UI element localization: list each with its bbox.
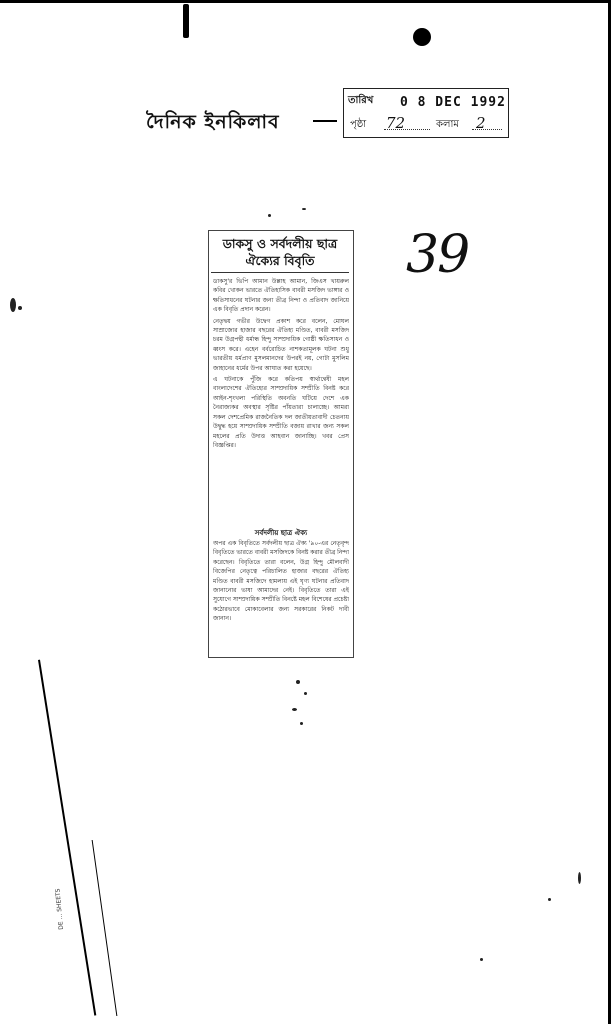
clipping-paragraph: ডাকসু'র ভিপি আমান উল্লাহ আমান, জিএস খায়রুল কবির খোকন ভারতে ঐতিহাসিক বাবরী মসজিদ ভাঙ্গার ও ক্ষতিসাধনের ঘটনার জন্য তীব্র নিন্দা ও প্রতিবাদ জানিয়ে এক বিবৃতি প্রদান করেন। <box>213 278 349 314</box>
stamp-page-number: 72 <box>386 114 406 132</box>
newspaper-clipping <box>208 230 354 658</box>
clipping-body <box>213 277 349 525</box>
stamp-dotted-line <box>384 129 430 130</box>
scan-speck <box>18 306 22 310</box>
scan-speck <box>480 958 483 961</box>
corner-label: DE ... SHEETS <box>54 888 65 930</box>
scan-speck <box>268 214 271 217</box>
clipping-subheading: সর্বদলীয় ছাত্র ঐক্য <box>254 529 308 537</box>
stamp-column-label: কলাম <box>436 119 459 130</box>
clipping-paragraph: এ ঘটনাকে পুঁজি করে কতিপয় স্বার্থান্বেষী মহল বাংলাদেশের ঐতিহ্যের সাম্প্রদায়িক সম্প্রীতি বিনষ্ট করে আইন-শৃংখলা পরিস্থিতি অবনতি ঘটিয়ে দেশে এক নৈরাজ্যকর অবস্থার সৃষ্টির পাঁয়তারা চালাচ্ছে। আমরা সকল দেশপ্রেমিক রাজনৈতিক দল জাতীয়তাবাদী চেতনায় উদ্বুদ্ধ হয়ে সাম্প্রদায়িক সম্প্রীতি বজায় রাখার জন্য সকল মহলের প্রতি উদাত্ত আহবান জানাচ্ছি। খবর প্রেস বিজ্ঞপ্তির। <box>213 376 349 449</box>
dash-separator <box>313 120 337 122</box>
stamp-date: 0 8 DEC 1992 <box>400 95 506 110</box>
clipping-paragraph: অপর এক বিবৃতিতে সর্বদলীয় ছাত্র ঐক্য '৯০-এর নেতৃবৃন্দ বিবৃতিতে ভারতে বাবরী মসজিদকে বিনষ্ট করার তীব্র নিন্দা করেছেন। বিবৃতিতে তারা বলেন, উগ্র হিন্দু মৌলবাদী বিজেপির নেতৃত্বে পরিচালিত হাজার বছরের ঐতিহ্য মণ্ডিত বাবরী মসজিদে হামলায় এই ঘৃণ্য ঘটনার প্রতিবাদ জানানোর ভাষা আমাদের নেই। বিবৃতিতে তারা এই সুযোগে সাম্প্রদায়িক সম্প্রীতি বিনষ্টে মহল বিশেষের প্রচেষ্টা কঠোরভাবে মোকাবেলার জন্য সরকারের নিকট দাবী জানান। <box>213 540 349 623</box>
scan-speck <box>296 680 300 684</box>
handwritten-number: 39 <box>406 225 469 285</box>
newspaper-name: দৈনিক ইনকিলাব <box>146 111 280 133</box>
clipping-paragraph: নেতৃদ্বয় গভীর উদ্বেগ প্রকাশ করে বলেন, মোঘল সাম্রাজ্যের হাজার বছরের ঐতিহ্য মণ্ডিত, বাবরী মসজিদ চরম উগ্রপন্থী ধর্মান্ধ হিন্দু সাম্প্রদায়িক গোষ্ঠী ক্ষতিসাধন ও ধ্বংস করে। এহেন বর্বরোচিত নাশকতামূলক ঘটনা শুধু ভারতীয় ধর্মপ্রাণ মুসলমানদের উপরই নয়, গোটা মুসলিম জাহানের ধর্মের উপর আঘাত করা হয়েছে। <box>213 317 349 372</box>
scan-speck <box>548 898 551 901</box>
scan-speck <box>578 872 581 884</box>
punch-hole-mark <box>183 4 189 38</box>
stamp-dotted-line <box>472 129 502 130</box>
scan-speck <box>10 298 16 312</box>
scan-speck <box>302 208 306 210</box>
date-stamp <box>343 88 509 138</box>
stamp-page-label: পৃষ্ঠা <box>350 119 367 130</box>
clipping-body-2 <box>213 539 349 651</box>
scan-speck <box>304 692 307 695</box>
top-scan-border <box>0 0 611 3</box>
scan-speck <box>292 708 297 711</box>
scan-speck <box>300 722 303 725</box>
stamp-column-number: 2 <box>476 114 486 132</box>
clipping-headline: ডাকসু ও সর্বদলীয় ছাত্র ঐক্যের বিবৃতি <box>211 235 349 273</box>
stamp-date-label: তারিখ <box>348 95 374 106</box>
punch-hole <box>413 28 431 46</box>
